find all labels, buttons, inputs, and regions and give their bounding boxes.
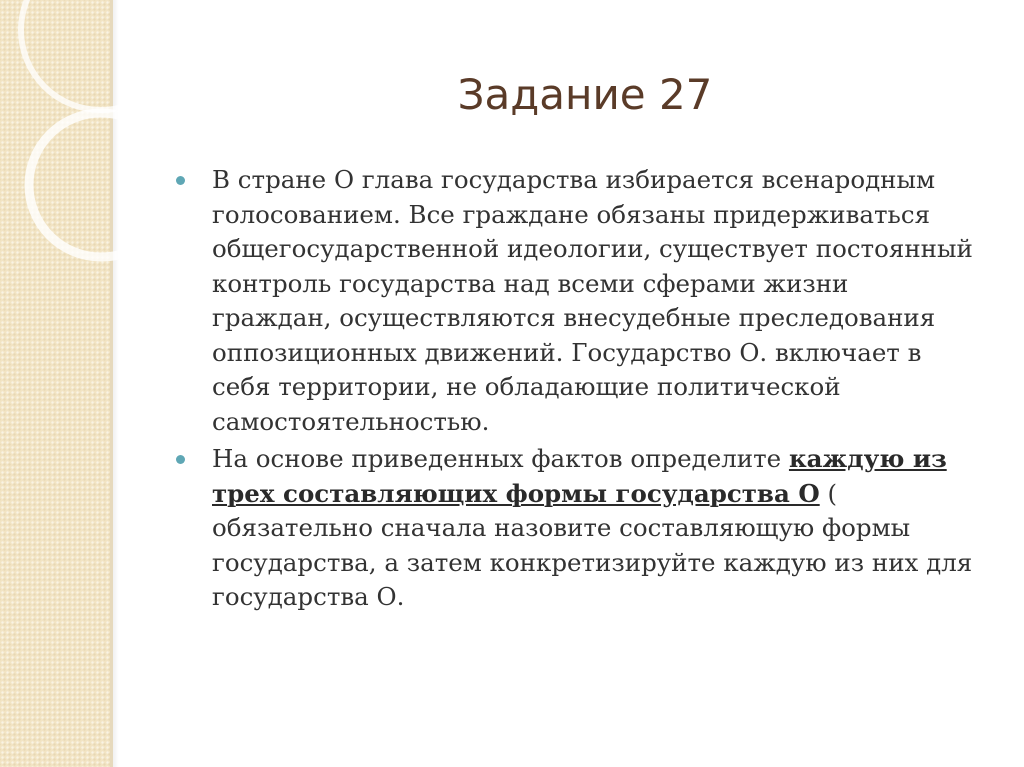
bullet-dot-icon <box>176 176 185 185</box>
bullet-text-2-start: На основе приведенных фактов определите <box>212 444 789 473</box>
bullet-text-1: В стране О глава государства избирается всенародным голосованием. Все граждане обязаны придерживаться общегосударственной идеологии, существует постоянный контроль государства над всеми сферами жизни граждан, осуществляются внесудебные преследования оппозиционных движений. Государство О. включает в себя территории, не обладающие политической самостоятельностью. <box>212 165 973 436</box>
slide-title: Задание 27 <box>457 70 713 119</box>
decorative-circle-top <box>21 0 130 110</box>
decorative-circles <box>0 0 130 767</box>
slide-body <box>175 163 975 618</box>
bullet-item-1 <box>175 163 975 439</box>
bullet-text-2-emphasis: каждую из трех составляющих формы государства О <box>212 444 947 508</box>
bullet-item-2 <box>175 442 975 615</box>
decorative-circle-middle <box>29 113 130 257</box>
bullet-text-2-end: ( обязательно сначала назовите составляющую формы государства, а затем конкретизируйте каждую из них для государства О. <box>212 478 973 611</box>
bullet-dot-icon <box>176 455 185 464</box>
